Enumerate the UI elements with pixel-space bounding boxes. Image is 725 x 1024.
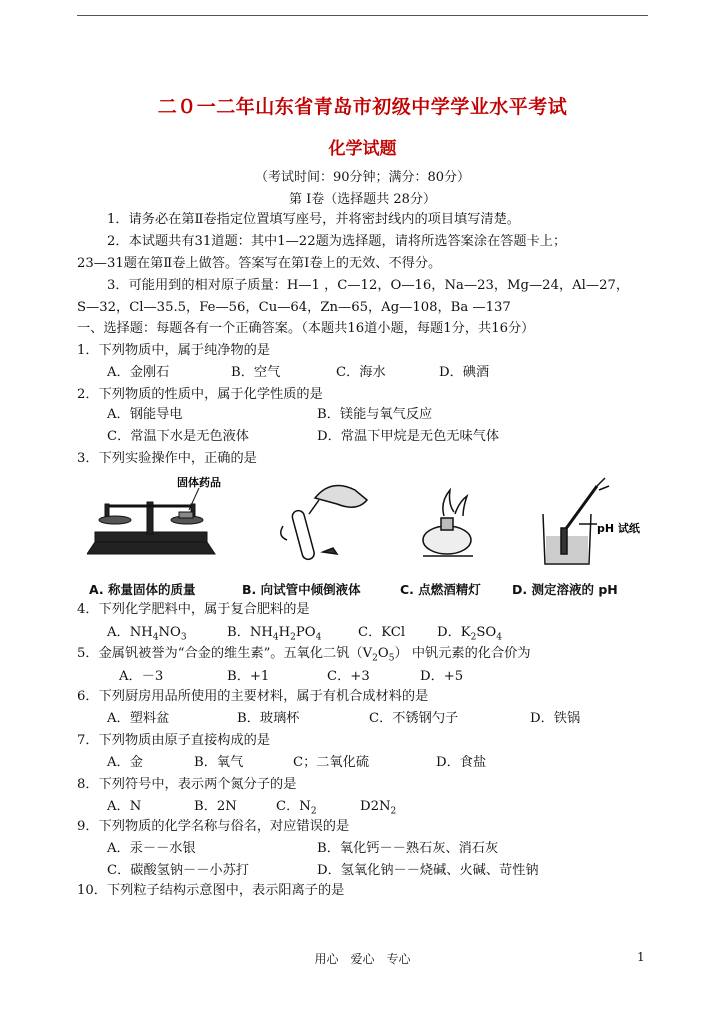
page-number: 1 — [637, 950, 645, 964]
instruction-line: 23—31题在第Ⅱ卷上做答。答案写在第Ⅰ卷上的无效、不得分。 — [77, 256, 442, 271]
exam-title: 二０一二年山东省青岛市初级中学学业水平考试 — [157, 96, 568, 118]
question-stem: 6．下列厨房用品所使用的主要材料，属于有机合成材料的是 — [77, 689, 429, 704]
option-d: D．+5 — [420, 669, 464, 684]
question-stem: 7．下列物质由原子直接构成的是 — [77, 733, 271, 748]
option-b: B．+1 — [227, 669, 270, 684]
option-a: A．钢能导电 — [107, 407, 183, 422]
option-d: D．常温下甲烷是无色无味气体 — [317, 429, 500, 444]
caption-a: A. 称量固体的质量 — [89, 582, 196, 597]
option-d: D．$K_2SO_4$ — [437, 625, 502, 643]
option-a: A．－3 — [119, 669, 164, 684]
option-a: A．金 — [107, 755, 143, 770]
option-c: C；二氧化硫 — [293, 755, 370, 770]
option-a: A．$NH_4NO_3$ — [107, 625, 187, 643]
option-d: $D2N_2$ — [360, 799, 397, 817]
question-stem: 2．下列物质的性质中，属于化学性质的是 — [77, 387, 323, 402]
option-c: C．不锈钢勺子 — [369, 711, 459, 726]
question-stem: 1．下列物质中，属于纯净物的是 — [77, 343, 271, 358]
option-d: D．铁锅 — [530, 711, 581, 726]
instruction-line: 1．请务必在第Ⅱ卷指定位置填写座号，并将密封线内的项目填写清楚。 — [107, 212, 520, 227]
caption-b: B. 向试管中倾倒液体 — [242, 582, 361, 597]
option-c: C．$N_2$ — [276, 799, 317, 817]
option-b: B．氧气 — [194, 755, 244, 770]
option-d: D．食盐 — [436, 755, 487, 770]
option-c: C．碳酸氢钠－－小苏打 — [107, 863, 249, 878]
question-stem: 9．下列物质的化学名称与俗名，对应错误的是 — [77, 819, 350, 834]
option-b: B．$NH_4H_2PO_4$ — [227, 625, 322, 643]
option-b: B．玻璃杯 — [237, 711, 300, 726]
lab-operations-figure — [87, 474, 647, 604]
option-c: C．海水 — [336, 365, 386, 380]
option-a: A．塑料盆 — [107, 711, 170, 726]
part-heading: 一、选择题：每题各有一个正确答案。（本题共16道小题，每题1分，共16分） — [77, 321, 535, 336]
question-stem: 5．金属钒被誉为“合金的维生素”。五氧化二钒$(V_2O_5)$ 中钒元素的化合价为 — [77, 646, 531, 664]
test-tube-pour-icon — [281, 486, 367, 561]
option-d: D．碘酒 — [439, 365, 490, 380]
question-stem: 10．下列粒子结构示意图中，表示阳离子的是 — [77, 883, 345, 898]
option-b: B．镁能与氧气反应 — [317, 407, 433, 422]
page-footer: 用心 爱心 专心 — [314, 952, 411, 966]
option-b: B．氧化钙－－熟石灰、消石灰 — [317, 841, 499, 856]
balance-icon — [87, 502, 215, 554]
question-stem: 3．下列实验操作中，正确的是 — [77, 451, 257, 466]
option-b: B．2N — [194, 799, 237, 814]
option-d: D．氢氧化钠－－烧碱、火碱、苛性钠 — [317, 863, 539, 878]
instruction-line: 2．本试题共有31道题：其中1—22题为选择题，请将所选答案涂在答题卡上； — [107, 234, 567, 249]
option-b: B．空气 — [231, 365, 281, 380]
option-a: A．汞－－水银 — [107, 841, 196, 856]
option-c: C．KCl — [358, 625, 406, 640]
exam-info: （考试时间：90分钟；满分：80分） — [254, 170, 471, 185]
beaker-ph-icon — [543, 478, 609, 564]
caption-c: C. 点燃酒精灯 — [400, 582, 481, 597]
option-c: C．常温下水是无色液体 — [107, 429, 249, 444]
question-stem: 4．下列化学肥料中，属于复合肥料的是 — [77, 602, 310, 617]
section-heading: 第 Ⅰ卷（选择题共 28分） — [289, 192, 436, 207]
instruction-line: S—32，Cl—35.5，Fe—56，Cu—64，Zn—65，Ag—108，Ba —137 — [77, 300, 511, 315]
option-a: A．N — [107, 799, 142, 814]
option-c: C．+3 — [327, 669, 370, 684]
label-solid: 固体药品 — [177, 476, 221, 489]
label-ph-paper: pH 试纸 — [597, 522, 640, 535]
alcohol-lamp-icon — [423, 490, 473, 556]
header-rule — [77, 15, 648, 16]
exam-subtitle: 化学试题 — [328, 139, 397, 159]
instruction-line: 3．可能用到的相对原子质量：H—1 ，C—12，O—16，Na—23，Mg—24，Al—27， — [107, 278, 630, 293]
caption-d: D. 测定溶液的 pH — [512, 582, 618, 597]
option-a: A．金刚石 — [107, 365, 170, 380]
question-stem: 8．下列符号中，表示两个氮分子的是 — [77, 777, 297, 792]
